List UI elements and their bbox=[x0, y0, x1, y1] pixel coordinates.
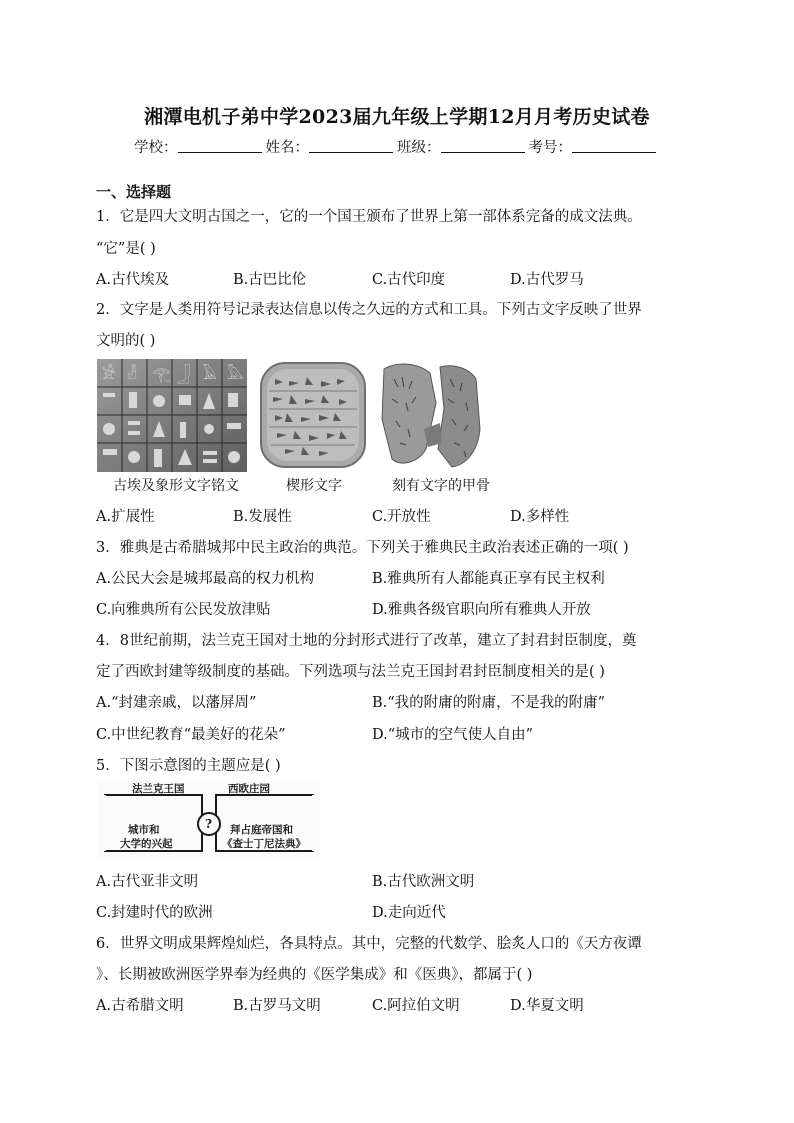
svg-text:𓁐: 𓁐 bbox=[127, 365, 138, 383]
q3-option-d[interactable]: D.雅典各级官职向所有雅典人开放 bbox=[372, 602, 591, 618]
svg-text:𓀀: 𓀀 bbox=[102, 365, 116, 383]
q5-option-a[interactable]: A.古代亚非文明 bbox=[96, 874, 199, 890]
question-4-line-2: 定了西欧封建等级制度的基础。下列选项与法兰克王国封君封臣制度相关的是( ) bbox=[96, 664, 605, 680]
question-4-line-1: 4．8世纪前期，法兰克王国对土地的分封形式进行了改革，建立了封君封臣制度，奠 bbox=[96, 633, 637, 649]
diagram-bottom-right-label-2: 《查士丁尼法典》 bbox=[222, 838, 306, 850]
diagram-top-right-label: 西欧庄园 bbox=[228, 783, 270, 795]
svg-text:𓅓: 𓅓 bbox=[227, 365, 244, 383]
svg-text:𓃀: 𓃀 bbox=[177, 365, 191, 383]
student-info-line bbox=[0, 136, 794, 157]
class-label: 班级： bbox=[397, 140, 441, 156]
q5-option-b[interactable]: B.古代欧洲文明 bbox=[372, 874, 475, 890]
question-6-line-2: 》、长期被欧洲医学界奉为经典的《医学集成》和《医典》，都属于( ) bbox=[96, 967, 533, 983]
q2-option-a[interactable]: A.扩展性 bbox=[96, 509, 155, 525]
svg-text:𓄿: 𓄿 bbox=[202, 365, 217, 383]
question-2-line-1: 2．文字是人类用符号记录表达信息以传之久远的方式和工具。下列古文字反映了世界 bbox=[96, 302, 642, 318]
q6-option-a[interactable]: A.古希腊文明 bbox=[96, 998, 184, 1014]
name-blank[interactable] bbox=[309, 138, 393, 153]
q1-option-a[interactable]: A.古代埃及 bbox=[96, 272, 170, 288]
section-heading: 一、选择题 bbox=[96, 183, 172, 201]
q6-option-b[interactable]: B.古罗马文明 bbox=[233, 998, 321, 1014]
q4-option-a[interactable]: A.“封建亲戚，以藩屏周” bbox=[96, 695, 257, 711]
page-title: 湘潭电机子弟中学2023届九年级上学期12月月考历史试卷 bbox=[144, 106, 650, 128]
q3-option-c[interactable]: C.向雅典所有公民发放津贴 bbox=[96, 602, 271, 618]
q5-option-d[interactable]: D.走向近代 bbox=[372, 905, 446, 921]
school-label: 学校： bbox=[134, 140, 178, 156]
question-2-line-2: 文明的( ) bbox=[96, 333, 156, 349]
cuneiform-caption: 楔形文字 bbox=[286, 478, 342, 494]
diagram-center-question-mark: ? bbox=[205, 817, 213, 831]
question-5-line-1: 5．下图示意图的主题应是( ) bbox=[96, 758, 281, 774]
question-1-line-1: 1．它是四大文明古国之一，它的一个国王颁布了世界上第一部体系完备的成文法典。 bbox=[96, 209, 642, 225]
exam-no-blank[interactable] bbox=[572, 138, 656, 153]
diagram-bottom-left-label-1: 城市和 bbox=[128, 824, 160, 836]
question-3-line-1: 3．雅典是古希腊城邦中民主政治的典范。下列关于雅典民主政治表述正确的一项( ) bbox=[96, 540, 629, 556]
q6-option-d[interactable]: D.华夏文明 bbox=[510, 998, 584, 1014]
cuneiform-tablet-image bbox=[257, 359, 369, 471]
q4-option-b[interactable]: B.“我的附庸的附庸，不是我的附庸” bbox=[372, 695, 606, 711]
q2-option-d[interactable]: D.多样性 bbox=[510, 509, 570, 525]
q1-option-c[interactable]: C.古代印度 bbox=[372, 272, 446, 288]
q6-option-c[interactable]: C.阿拉伯文明 bbox=[372, 998, 460, 1014]
q1-option-b[interactable]: B.古巴比伦 bbox=[233, 272, 307, 288]
q2-option-c[interactable]: C.开放性 bbox=[372, 509, 431, 525]
name-label: 姓名： bbox=[265, 140, 309, 156]
svg-text:𓂀: 𓂀 bbox=[152, 365, 171, 383]
diagram-bottom-right-label-1: 拜占庭帝国和 bbox=[230, 824, 293, 836]
egyptian-hieroglyph-image bbox=[97, 359, 247, 472]
class-blank[interactable] bbox=[441, 138, 525, 153]
q1-option-d[interactable]: D.古代罗马 bbox=[510, 272, 584, 288]
q4-option-c[interactable]: C.中世纪教育“最美好的花朵” bbox=[96, 727, 286, 743]
concept-diagram bbox=[98, 781, 320, 859]
q4-option-d[interactable]: D.“城市的空气使人自由” bbox=[372, 727, 534, 743]
school-blank[interactable] bbox=[178, 138, 262, 153]
diagram-bottom-left-label-2: 大学的兴起 bbox=[120, 838, 173, 850]
exam-no-label: 考号： bbox=[528, 140, 572, 156]
q5-option-c[interactable]: C.封建时代的欧洲 bbox=[96, 905, 213, 921]
question-6-line-1: 6．世界文明成果辉煌灿烂，各具特点。其中，完整的代数学、脍炙人口的《天方夜谭 bbox=[96, 936, 642, 952]
q3-option-b[interactable]: B.雅典所有人都能真正享有民主权利 bbox=[372, 571, 605, 587]
question-1-line-2: “它”是( ) bbox=[96, 241, 156, 257]
q2-option-b[interactable]: B.发展性 bbox=[233, 509, 292, 525]
q3-option-a[interactable]: A.公民大会是城邦最高的权力机构 bbox=[96, 571, 315, 587]
diagram-top-left-label: 法兰克王国 bbox=[132, 783, 185, 795]
oracle-bone-image bbox=[378, 359, 484, 471]
oracle-bone-caption: 刻有文字的甲骨 bbox=[392, 478, 490, 494]
hieroglyph-caption: 古埃及象形文字铭文 bbox=[113, 478, 239, 494]
